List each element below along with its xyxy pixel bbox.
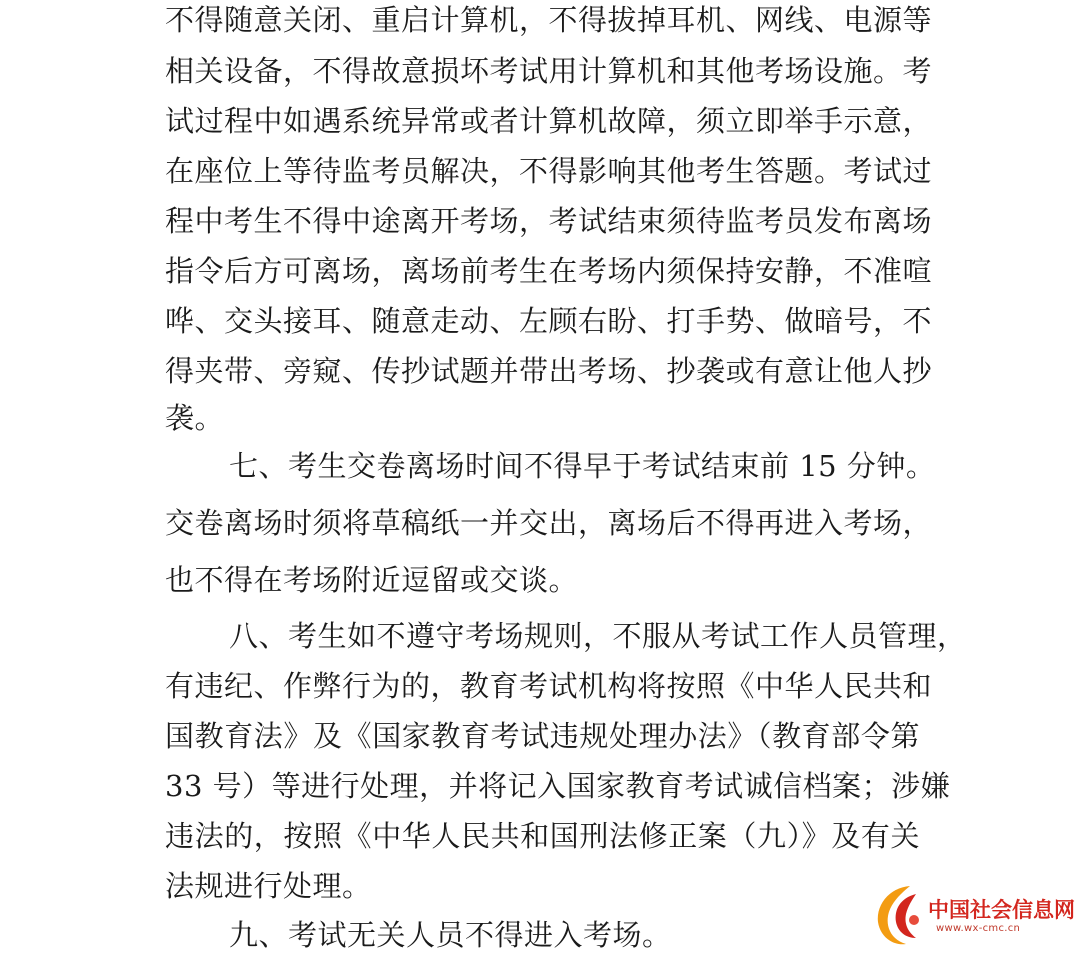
paragraph-nine-line: 九、考试无关人员不得进入考场。 bbox=[229, 918, 672, 952]
text-line: 有违纪、作弊行为的，教育考试机构将按照《中华人民共和 bbox=[165, 669, 933, 703]
text-line: 程中考生不得中途离开考场，考试结束须待监考员发布离场 bbox=[165, 204, 933, 238]
watermark-url: www.wx-cmc.cn bbox=[936, 923, 1021, 934]
text-line: 相关设备，不得故意损坏考试用计算机和其他考场设施。考 bbox=[165, 54, 933, 88]
text-line: 在座位上等待监考员解决，不得影响其他考生答题。考试过 bbox=[165, 154, 933, 188]
text-line: 也不得在考场附近逗留或交谈。 bbox=[165, 563, 579, 597]
site-logo-icon bbox=[870, 880, 930, 950]
text-line: 33 号）等进行处理，并将记入国家教育考试诚信档案；涉嫌 bbox=[165, 769, 951, 803]
text-line: 法规进行处理。 bbox=[165, 869, 372, 903]
paragraph-seven-first-line: 七、考生交卷离场时间不得早于考试结束前 15 分钟。 bbox=[229, 449, 936, 483]
text-line: 得夹带、旁窥、传抄试题并带出考场、抄袭或有意让他人抄 bbox=[165, 354, 933, 388]
text-line: 袭。 bbox=[165, 401, 225, 435]
paragraph-eight-first-line: 八、考生如不遵守考场规则，不服从考试工作人员管理， bbox=[229, 619, 967, 653]
text-line: 国教育法》及《国家教育考试违规处理办法》（教育部令第 bbox=[165, 719, 920, 753]
text-line: 试过程中如遇系统异常或者计算机故障，须立即举手示意， bbox=[165, 104, 933, 138]
text-line: 违法的，按照《中华人民共和国刑法修正案（九）》及有关 bbox=[165, 819, 920, 853]
text-line: 指令后方可离场，离场前考生在考场内须保持安静，不准喧 bbox=[165, 254, 933, 288]
watermark-title: 中国社会信息网 bbox=[928, 898, 1075, 922]
site-watermark bbox=[870, 880, 1080, 950]
text-line: 交卷离场时须将草稿纸一并交出，离场后不得再进入考场， bbox=[165, 506, 933, 540]
text-line: 哗、交头接耳、随意走动、左顾右盼、打手势、做暗号，不 bbox=[165, 304, 933, 338]
text-line: 不得随意关闭、重启计算机，不得拔掉耳机、网线、电源等 bbox=[165, 3, 933, 37]
